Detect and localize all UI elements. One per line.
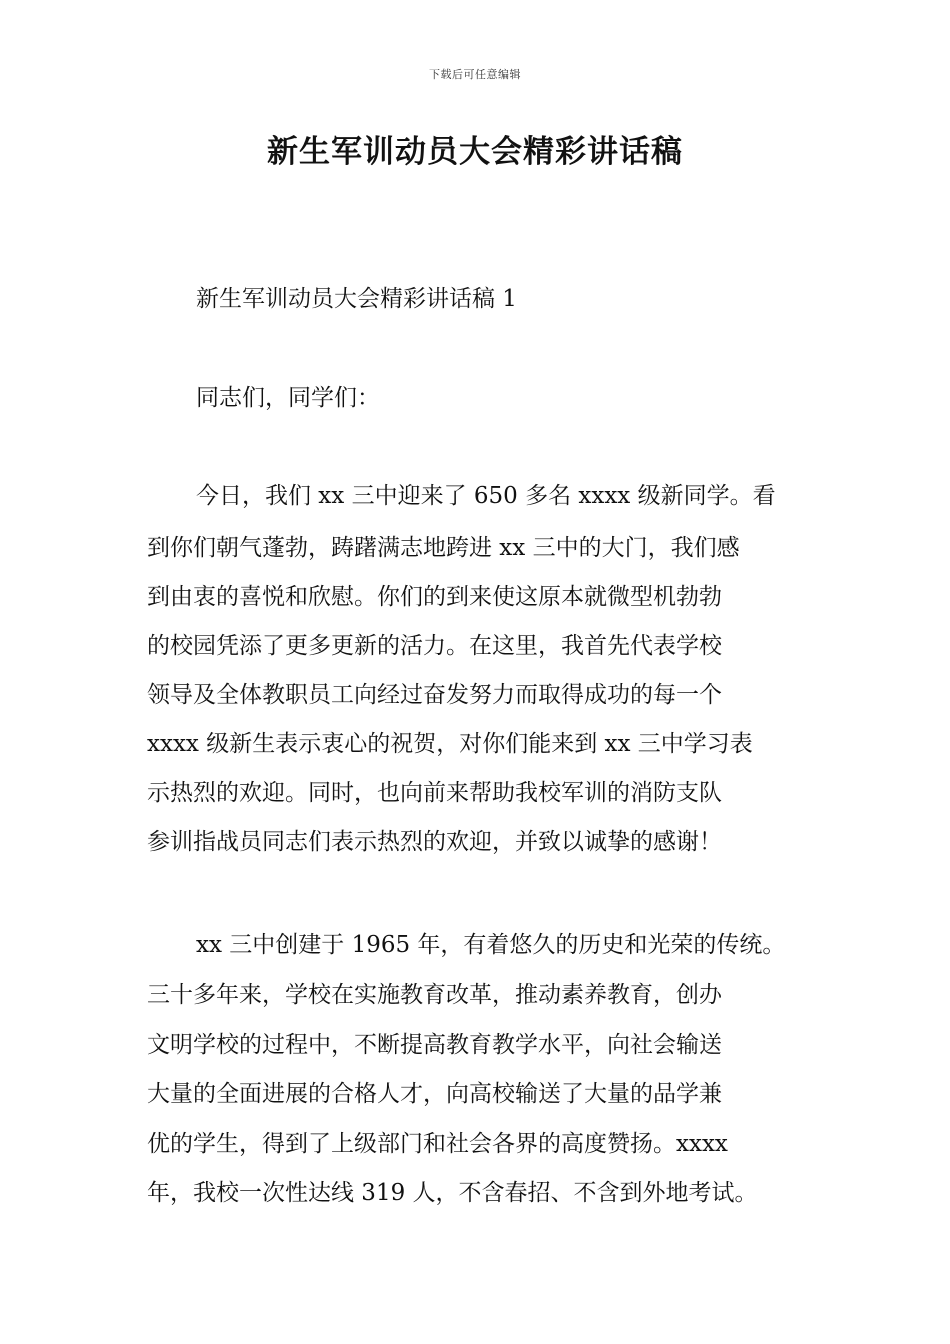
paragraph-line: 示热烈的欢迎。同时，也向前来帮助我校军训的消防支队 xyxy=(147,780,722,806)
paragraph-line: 领导及全体教职员工向经过奋发努力而取得成功的每一个 xyxy=(147,682,722,708)
salutation: 同志们，同学们： xyxy=(196,385,380,411)
paragraph-line: xx 三中创建于 1965 年，有着悠久的历史和光荣的传统。 xyxy=(196,932,786,958)
paragraph-line: 参训指战员同志们表示热烈的欢迎，并致以诚挚的感谢！ xyxy=(147,829,722,855)
paragraph-line: 大量的全面进展的合格人才，向高校输送了大量的品学兼 xyxy=(147,1081,722,1107)
paragraph-line: 优的学生，得到了上级部门和社会各界的高度赞扬。xxxx xyxy=(147,1131,728,1157)
paragraph-line: 到由衷的喜悦和欣慰。你们的到来使这原本就微型机勃勃 xyxy=(147,584,722,610)
paragraph-line: xxxx 级新生表示衷心的祝贺，对你们能来到 xx 三中学习表 xyxy=(147,731,753,757)
paragraph-line: 的校园凭添了更多更新的活力。在这里，我首先代表学校 xyxy=(147,633,722,659)
paragraph-line: 到你们朝气蓬勃，踌躇满志地跨进 xx 三中的大门，我们感 xyxy=(147,535,740,561)
section-heading: 新生军训动员大会精彩讲话稿 1 xyxy=(196,286,517,312)
paragraph-line: 三十多年来，学校在实施教育改革，推动素养教育，创办 xyxy=(147,982,722,1008)
paragraph-line: 文明学校的过程中，不断提高教育教学水平，向社会输送 xyxy=(147,1032,722,1058)
paragraph-line: 年，我校一次性达线 319 人，不含春招、不含到外地考试。 xyxy=(147,1180,758,1206)
paragraph-line: 今日，我们 xx 三中迎来了 650 多名 xxxx 级新同学。看 xyxy=(196,483,776,509)
document-title: 新生军训动员大会精彩讲话稿 xyxy=(267,134,683,170)
header-note: 下载后可任意编辑 xyxy=(429,68,521,81)
